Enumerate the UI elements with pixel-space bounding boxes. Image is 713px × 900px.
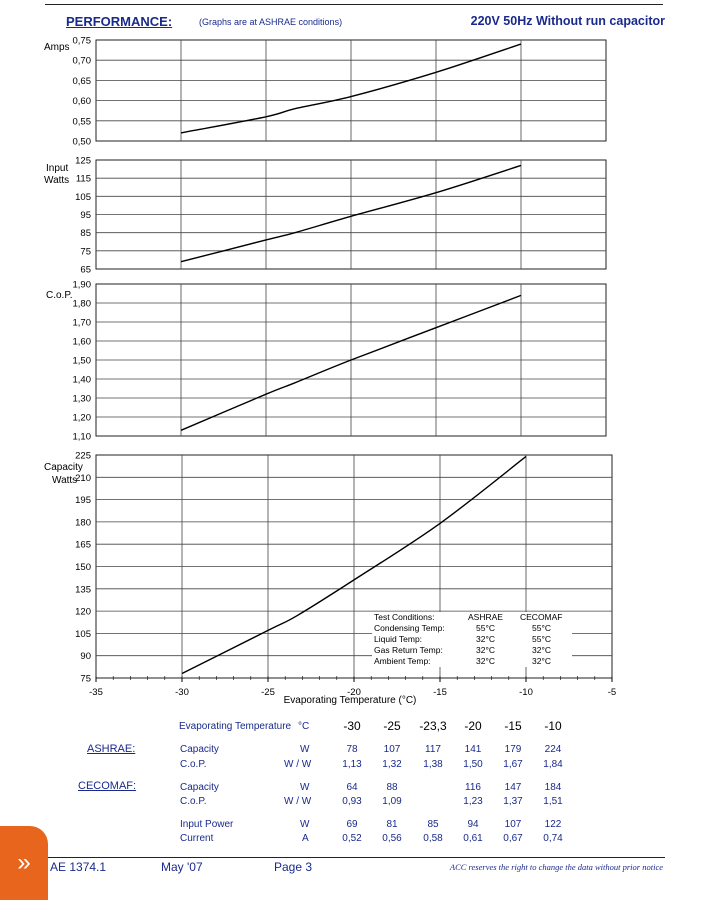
double-chevron-right-icon: » [17, 849, 31, 876]
legend-header-cecomaf: CECOMAF [520, 612, 563, 622]
cell: 64 [346, 782, 358, 793]
legend-row-label: Ambient Temp: [374, 656, 431, 666]
cell: 94 [467, 819, 479, 830]
y-tick-label: 1,50 [72, 355, 91, 367]
test-conditions-box [372, 612, 572, 667]
legend-row-cecomaf: 55°C [532, 623, 551, 633]
y-tick-label: 210 [75, 472, 91, 484]
legend-row-ashrae: 32°C [476, 645, 495, 655]
y-tick-label: 1,30 [72, 393, 91, 405]
legend-row-cecomaf: 32°C [532, 656, 551, 666]
cell: 78 [346, 744, 358, 755]
cell: 1,32 [382, 759, 402, 770]
cell: 122 [544, 819, 562, 830]
row-label: C.o.P. [180, 759, 207, 770]
cell: 85 [427, 819, 439, 830]
x-tick-label: -30 [175, 687, 189, 698]
row-label: Input Power [180, 819, 234, 830]
legend-row [372, 645, 572, 656]
x-tick-label: -20 [347, 687, 361, 698]
temp-header: -30 [343, 719, 361, 733]
y-tick-label: 75 [80, 246, 91, 258]
cell: 117 [425, 744, 441, 755]
y-tick-label: 0,65 [72, 75, 91, 87]
cell: 88 [386, 782, 398, 793]
y-tick-label: 0,50 [72, 136, 91, 148]
y-axis-label: Input [46, 163, 69, 174]
y-tick-label: 90 [80, 651, 91, 663]
y-tick-label: 105 [75, 628, 91, 640]
y-tick-label: 105 [75, 191, 91, 203]
y-tick-label: 120 [75, 606, 91, 618]
legend-header-row [372, 612, 572, 623]
y-tick-label: 85 [80, 228, 91, 240]
temp-header: -25 [383, 719, 401, 733]
row-label: C.o.P. [180, 796, 207, 807]
cell: 1,23 [463, 796, 483, 807]
legend-row-label: Gas Return Temp: [374, 645, 443, 655]
y-tick-label: 75 [80, 673, 91, 685]
table-header-unit: °C [298, 721, 310, 732]
y-tick-label: 65 [80, 264, 91, 276]
y-tick-label: 1,80 [72, 298, 91, 310]
y-tick-label: 135 [75, 584, 91, 596]
table-header-label: Evaporating Temperature [179, 721, 292, 732]
legend-row [372, 623, 572, 634]
y-tick-label: 225 [75, 450, 91, 462]
document-date: May '07 [161, 860, 203, 874]
row-unit: W [300, 819, 310, 830]
y-tick-label: 1,60 [72, 336, 91, 348]
cell: 141 [464, 744, 482, 755]
section-cecomaf: CECOMAF: [78, 780, 137, 792]
y-tick-label: 1,20 [72, 412, 91, 424]
x-tick-label: -10 [519, 687, 533, 698]
section-ashrae: ASHRAE: [87, 743, 136, 755]
y-tick-label: 1,40 [72, 374, 91, 386]
y-tick-label: 0,70 [72, 55, 91, 67]
cell: 184 [544, 782, 562, 793]
row-unit: W / W [284, 796, 312, 807]
graph-conditions-note: (Graphs are at ASHRAE conditions) [199, 17, 343, 27]
cell: 107 [504, 819, 522, 830]
page-title: PERFORMANCE: [66, 14, 173, 29]
cell: 179 [504, 744, 522, 755]
temp-header: -15 [504, 719, 522, 733]
y-tick-label: 1,10 [72, 431, 91, 443]
y-axis-label: Watts [44, 175, 70, 186]
cell: 0,67 [503, 833, 523, 844]
legend-row-ashrae: 32°C [476, 634, 495, 644]
legend-row-label: Liquid Temp: [374, 634, 423, 644]
cell: 81 [386, 819, 398, 830]
x-tick-label: -35 [89, 687, 103, 698]
y-tick-label: 180 [75, 517, 91, 529]
legend-header-label: Test Conditions: [374, 612, 435, 622]
y-tick-label: 0,60 [72, 96, 91, 108]
temp-header: -23,3 [419, 719, 447, 733]
row-label: Capacity [180, 782, 219, 793]
page-number: Page 3 [274, 860, 313, 874]
cell: 116 [465, 782, 481, 793]
y-axis-label: Amps [44, 42, 70, 53]
x-axis-label: Evaporating Temperature (°C) [283, 695, 417, 706]
next-page-button[interactable] [0, 826, 48, 900]
x-tick-label: -15 [433, 687, 447, 698]
row-label: Capacity [180, 744, 219, 755]
temp-header: -20 [464, 719, 482, 733]
y-tick-label: 195 [75, 495, 91, 507]
cell: 0,61 [463, 833, 483, 844]
document-code: AE 1374.1 [50, 860, 107, 874]
cell: 1,51 [543, 796, 563, 807]
electrical-condition: 220V 50Hz Without run capacitor [470, 14, 665, 28]
temp-header: -10 [544, 719, 562, 733]
legend-header-ashrae: ASHRAE [468, 612, 503, 622]
row-unit: W [300, 744, 310, 755]
footer-rule [45, 857, 665, 858]
cell: 224 [544, 744, 562, 755]
y-tick-label: 1,70 [72, 317, 91, 329]
cell: 69 [346, 819, 358, 830]
change-notice: ACC reserves the right to change the data without prior notice [449, 862, 663, 872]
y-axis-label: Watts [52, 475, 78, 486]
cell: 0,58 [423, 833, 443, 844]
y-tick-label: 115 [75, 173, 91, 185]
cell: 1,37 [503, 796, 523, 807]
cell: 1,13 [342, 759, 362, 770]
y-tick-label: 150 [75, 562, 91, 573]
y-tick-label: 0,55 [72, 116, 91, 128]
cell: 1,09 [382, 796, 402, 807]
legend-row-ashrae: 55°C [476, 623, 495, 633]
legend-row-cecomaf: 55°C [532, 634, 551, 644]
cell: 1,84 [543, 759, 563, 770]
y-tick-label: 95 [80, 210, 91, 221]
legend-row-cecomaf: 32°C [532, 645, 551, 655]
y-tick-label: 1,90 [72, 279, 91, 291]
y-tick-label: 165 [75, 539, 91, 551]
legend-row [372, 634, 572, 645]
cell: 1,67 [503, 759, 523, 770]
cell: 1,50 [463, 759, 483, 770]
cell: 1,38 [423, 759, 443, 770]
cell: 0,56 [382, 833, 402, 844]
cell: 107 [383, 744, 401, 755]
row-label: Current [180, 833, 214, 844]
cell: 0,93 [342, 796, 362, 807]
row-unit: A [302, 833, 309, 844]
legend-row-label: Condensing Temp: [374, 623, 445, 633]
cell: 0,52 [342, 833, 362, 844]
row-unit: W [300, 782, 310, 793]
y-axis-label: Capacity [44, 462, 83, 473]
x-tick-label: -5 [607, 687, 617, 698]
cell: 0,74 [543, 833, 563, 844]
y-tick-label: 0,75 [72, 35, 91, 47]
legend-row-ashrae: 32°C [476, 656, 495, 666]
y-tick-label: 125 [75, 155, 91, 167]
row-unit: W / W [284, 759, 312, 770]
cell: 147 [504, 782, 522, 793]
x-tick-label: -25 [261, 687, 275, 698]
legend-row [372, 656, 572, 667]
y-axis-label: C.o.P. [46, 290, 73, 301]
